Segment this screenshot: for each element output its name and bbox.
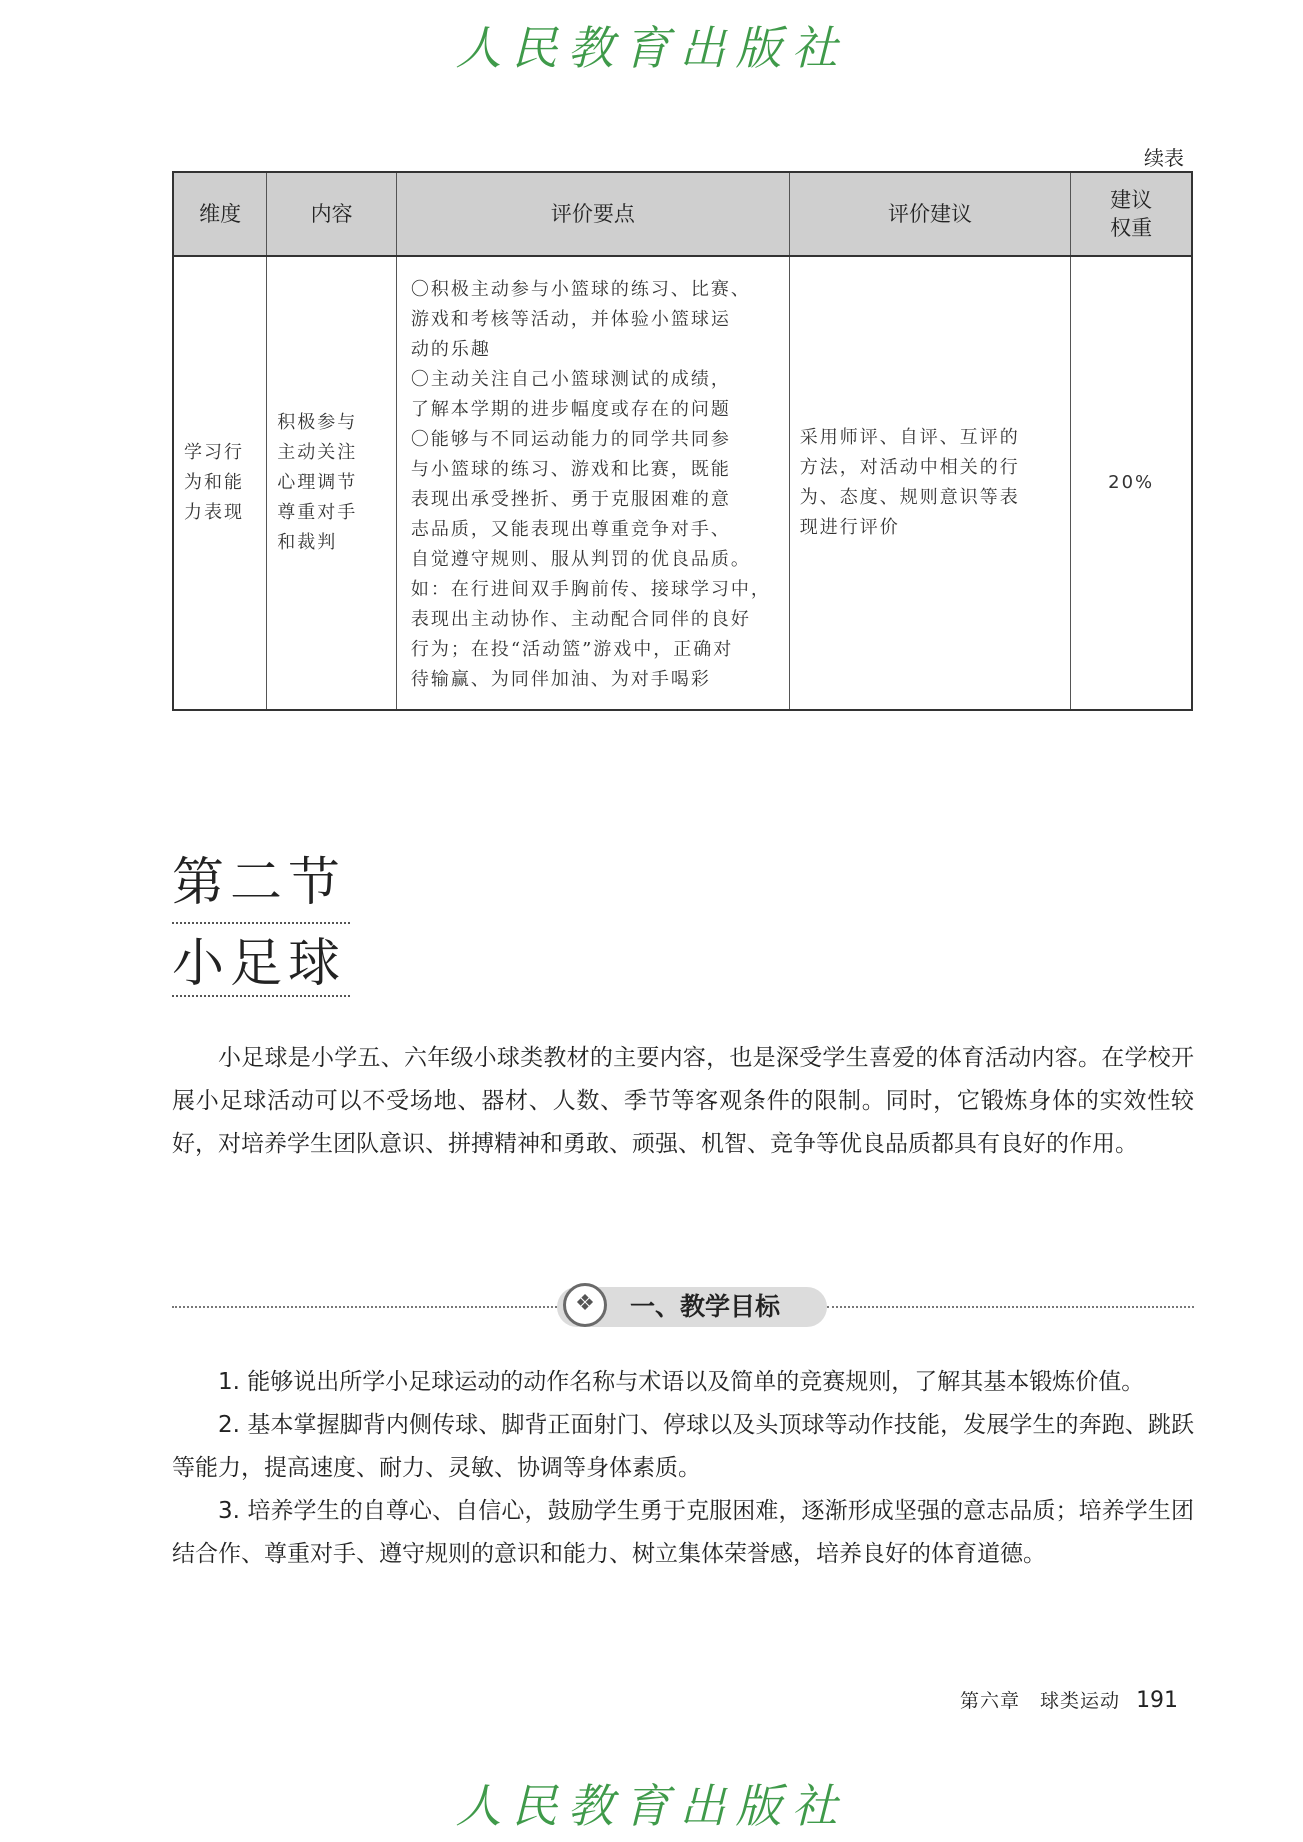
header-weight <box>1071 172 1192 256</box>
cell-advice <box>789 256 1071 710</box>
cell-line: 〇能够与不同运动能力的同学共同参 <box>410 429 731 450</box>
cell-line: 方法，对活动中相关的行 <box>799 457 1020 478</box>
cell-line: 心理调节 <box>277 472 358 493</box>
header-key-points: 评价要点 <box>396 172 789 256</box>
cell-line: 自觉遵守规则、服从判罚的优良品质。 <box>410 549 751 570</box>
goal-item: 3. 培养学生的自尊心、自信心，鼓励学生勇于克服困难，逐渐形成坚强的意志品质；培养学生团结合作、尊重对手、遵守规则的意识和能力、树立集体荣誉感，培养良好的体育道德。 <box>172 1498 1194 1567</box>
cell-line: 表现出承受挫折、勇于克服困难的意 <box>410 489 731 510</box>
cell-line: 〇积极主动参与小篮球的练习、比赛、 <box>410 279 751 300</box>
cell-line: 积极参与 <box>277 412 358 433</box>
publisher-watermark-top: 人民教育出版社 <box>455 21 848 75</box>
cell-line: 为、态度、规则意识等表 <box>799 487 1020 508</box>
intro-paragraph: 小足球是小学五、六年级小球类教材的主要内容，也是深受学生喜爱的体育活动内容。在学校开展小足球活动可以不受场地、器材、人数、季节等客观条件的限制。同时，它锻炼身体的实效性较好，对培养学生团队意识、拼搏精神和勇敢、顽强、机智、竞争等优良品质都具有良好的作用。 <box>172 1045 1194 1157</box>
cell-line: 待输赢、为同伴加油、为对手喝彩 <box>410 669 711 690</box>
cell-key-points <box>396 256 789 710</box>
book-icon: ❖ <box>563 1283 607 1327</box>
cell-line: 主动关注 <box>277 442 358 463</box>
continued-label: 续表 <box>1144 146 1184 170</box>
header-dimension: 维度 <box>173 172 267 256</box>
header-content: 内容 <box>267 172 397 256</box>
cell-line: 游戏和考核等活动，并体验小篮球运 <box>410 309 731 330</box>
page-footer <box>960 1686 1178 1713</box>
title-dotted-divider <box>172 995 350 997</box>
teaching-goals-heading: 一、教学目标 <box>630 1292 781 1321</box>
teaching-goals-list <box>172 1361 1194 1576</box>
goal-item: 1. 能够说出所学小足球运动的动作名称与术语以及简单的竞赛规则，了解其基本锻炼价值。 <box>218 1369 1145 1395</box>
cell-content <box>267 256 397 710</box>
cell-line: 动的乐趣 <box>410 339 491 360</box>
chapter-label: 第六章 球类运动 <box>960 1690 1121 1712</box>
cell-line: 志品质，又能表现出尊重竞争对手、 <box>410 519 731 540</box>
table-header-row <box>173 172 1192 256</box>
cell-line: 现进行评价 <box>799 517 900 538</box>
header-advice: 评价建议 <box>789 172 1071 256</box>
heading-dotted-rule-left <box>172 1306 557 1308</box>
header-weight-line: 权重 <box>1110 216 1153 240</box>
cell-line: 与小篮球的练习、游戏和比赛，既能 <box>410 459 731 480</box>
cell-line: 为和能 <box>184 472 244 493</box>
section-name-title: 小足球 <box>172 934 347 994</box>
cell-line: 力表现 <box>184 502 244 523</box>
cell-weight: 20% <box>1071 256 1192 710</box>
cell-dimension <box>173 256 267 710</box>
evaluation-table <box>172 171 1193 711</box>
title-dotted-divider <box>172 922 350 924</box>
cell-line: 尊重对手 <box>277 502 358 523</box>
cell-line: 表现出主动协作、主动配合同伴的良好 <box>410 609 751 630</box>
cell-line: 行为；在投“活动篮”游戏中，正确对 <box>410 639 734 660</box>
section-number-title: 第二节 <box>172 853 347 913</box>
cell-line: 采用师评、自评、互评的 <box>799 427 1020 448</box>
header-weight-line: 建议 <box>1110 188 1153 212</box>
cell-line: 学习行 <box>184 442 244 463</box>
publisher-watermark-bottom: 人民教育出版社 <box>455 1779 848 1833</box>
cell-line: 如：在行进间双手胸前传、接球学习中， <box>410 579 771 600</box>
cell-line: 〇主动关注自己小篮球测试的成绩， <box>410 369 731 390</box>
heading-dotted-rule-right <box>827 1306 1194 1308</box>
table-row <box>173 256 1192 710</box>
cell-line: 了解本学期的进步幅度或存在的问题 <box>410 399 731 420</box>
page-number: 191 <box>1136 1688 1179 1713</box>
cell-line: 和裁判 <box>277 532 338 553</box>
goal-item: 2. 基本掌握脚背内侧传球、脚背正面射门、停球以及头顶球等动作技能，发展学生的奔跑、跳跃等能力，提高速度、耐力、灵敏、协调等身体素质。 <box>172 1412 1194 1481</box>
